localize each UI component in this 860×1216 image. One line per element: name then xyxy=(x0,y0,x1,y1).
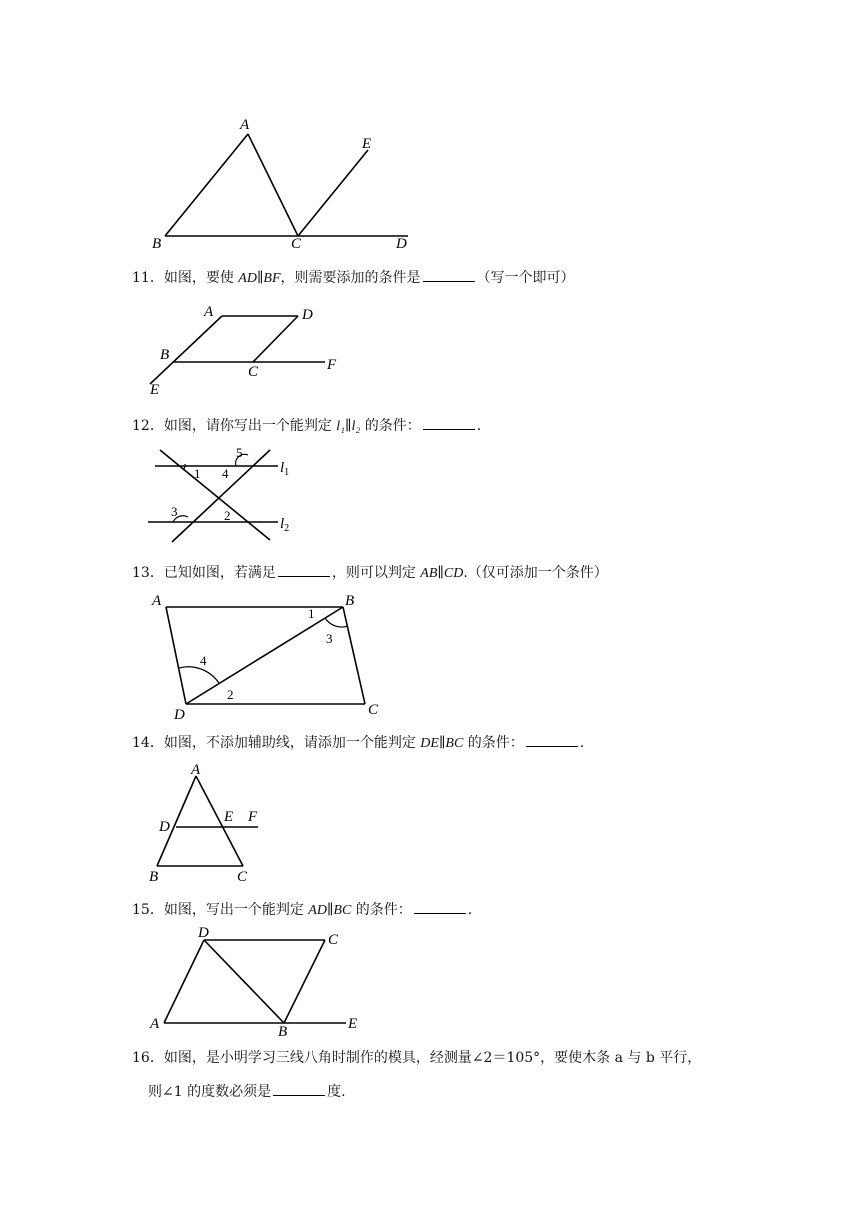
angle-1: 1 xyxy=(194,466,201,481)
label-D: D xyxy=(174,707,185,723)
label-E: E xyxy=(224,809,234,825)
question-16: 16．如图，是小明学习三线八角时制作的模具，经测量∠2＝105°，要使木条 a 与 b 平行， xyxy=(132,1050,702,1066)
question-11: 11．如图，要使 AD∥BF，则需要添加的条件是 （写一个即可） xyxy=(132,270,575,286)
label-E: E xyxy=(362,136,372,152)
angle-2: 2 xyxy=(227,687,234,702)
question-12: 12．如图，请你写出一个能判定 l₁∥l₂ 的条件： . xyxy=(132,418,482,434)
label-C: C xyxy=(291,236,302,252)
question-14: 14．如图，不添加辅助线，请添加一个能判定 DE∥BC 的条件： . xyxy=(132,735,585,751)
label-D: D xyxy=(198,925,209,941)
math-expression: AD∥BF xyxy=(238,271,281,286)
label-E: E xyxy=(348,1016,358,1032)
label-D: D xyxy=(159,819,170,835)
figure-12 xyxy=(140,444,310,544)
figure-14 xyxy=(140,760,270,888)
figure-15 xyxy=(140,924,380,1039)
label-E: E xyxy=(150,382,160,398)
label-D: D xyxy=(302,307,313,323)
label-C: C xyxy=(328,932,339,948)
line-label-l1: $l_1$ xyxy=(280,460,290,478)
angle-5: 5 xyxy=(236,445,243,460)
label-B: B xyxy=(278,1024,288,1040)
label-A: A xyxy=(240,117,250,133)
angle-3: 3 xyxy=(326,631,333,646)
question-13: 13．已知如图，若满足 ，则可以判定 AB∥CD.（仅可添加一个条件） xyxy=(132,565,608,581)
figure-11 xyxy=(140,300,360,400)
figure-10 xyxy=(140,112,430,257)
question-16-line2: 则∠1 的度数必须是 度. xyxy=(148,1084,346,1100)
answer-blank[interactable] xyxy=(423,417,475,430)
math-expression: DE∥BC xyxy=(420,736,464,751)
answer-blank[interactable] xyxy=(423,269,475,282)
angle-2: 2 xyxy=(224,508,231,523)
math-expression: AD∥BC xyxy=(308,903,352,918)
angle-3: 3 xyxy=(171,504,178,519)
math-expression: AB∥CD xyxy=(420,566,464,581)
answer-blank[interactable] xyxy=(526,734,578,747)
label-A: A xyxy=(191,762,201,778)
answer-blank[interactable] xyxy=(414,901,466,914)
question-number: 11． xyxy=(132,270,164,286)
angle-1: 1 xyxy=(308,606,315,621)
label-F: F xyxy=(327,357,337,373)
label-A: A xyxy=(150,1016,160,1032)
math-expression: l₁∥l₂ xyxy=(336,419,361,434)
answer-blank[interactable] xyxy=(278,564,330,577)
label-A: A xyxy=(204,304,214,320)
label-C: C xyxy=(368,702,379,718)
label-C: C xyxy=(237,869,248,885)
label-B: B xyxy=(345,593,355,609)
label-C: C xyxy=(248,364,259,380)
label-B: B xyxy=(152,236,162,252)
figure-13 xyxy=(140,588,390,723)
label-D: D xyxy=(396,236,407,252)
label-F: F xyxy=(248,809,258,825)
angle-4: 4 xyxy=(200,653,207,668)
label-B: B xyxy=(149,869,159,885)
answer-blank[interactable] xyxy=(273,1083,325,1096)
question-15: 15．如图，写出一个能判定 AD∥BC 的条件： . xyxy=(132,902,473,918)
label-B: B xyxy=(160,347,170,363)
angle-4: 4 xyxy=(222,466,229,481)
label-A: A xyxy=(152,593,162,609)
line-label-l2: $l_2$ xyxy=(280,516,290,534)
